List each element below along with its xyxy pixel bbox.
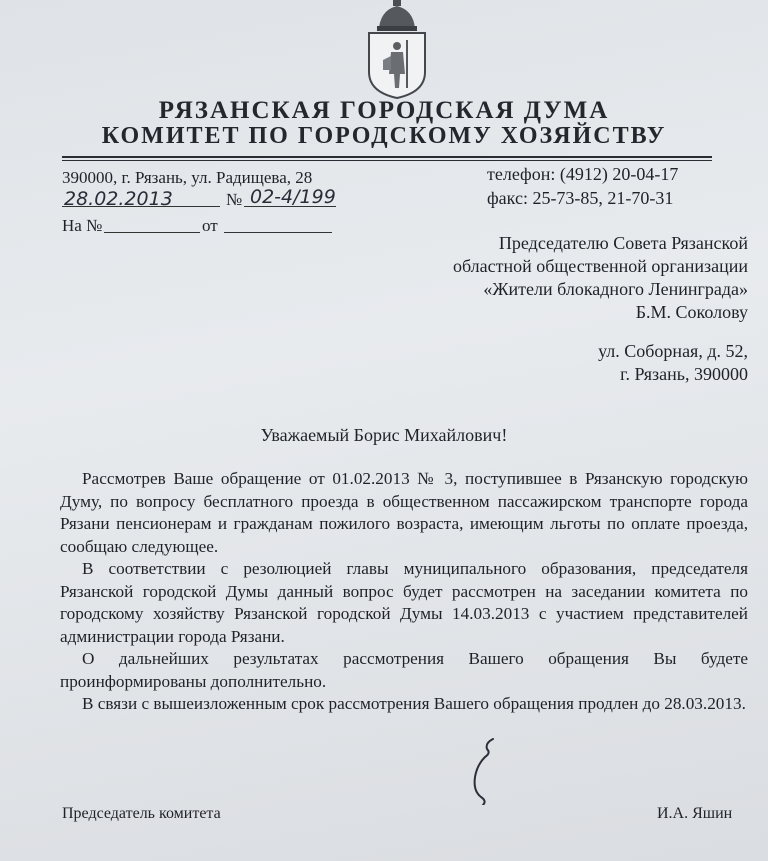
phone: телефон: (4912) 20-04-17 bbox=[487, 164, 679, 184]
signer-name: И.А. Яшин bbox=[657, 805, 733, 822]
recipient-line4: Б.М. Соколову bbox=[635, 302, 748, 322]
letter-number: 02-4/199 bbox=[250, 186, 336, 208]
header-rule-thin bbox=[62, 160, 712, 161]
recipient-line3: «Жители блокадного Ленинграда» bbox=[483, 279, 748, 299]
org-name-line2: КОМИТЕТ ПО ГОРОДСКОМУ ХОЗЯЙСТВУ bbox=[101, 123, 667, 149]
signer-position: Председатель комитета bbox=[62, 805, 221, 822]
recipient-line1: Председателю Совета Рязанской bbox=[498, 233, 748, 253]
letter-body bbox=[60, 468, 748, 716]
number-prefix: № bbox=[226, 190, 243, 209]
number-underline bbox=[244, 192, 336, 207]
date-underline bbox=[62, 192, 220, 207]
ref-no-label: На № bbox=[62, 216, 103, 235]
ref-no-line bbox=[104, 218, 200, 233]
coat-of-arms-icon bbox=[357, 0, 437, 100]
paragraph: Рассмотрев Ваше обращение от 01.02.2013 № 3, поступившее в Рязанскую городскую Думу, по вопросу бесплатного проезда в общественном пассажирском транспорте города Рязани пенсионерам и гражданам пожилого возраста, имеющим льготы по оплате проезда, сообщаю следующее. bbox=[60, 469, 748, 556]
ref-from-line bbox=[224, 218, 332, 233]
recipient-city: г. Рязань, 390000 bbox=[620, 364, 748, 384]
org-name-line1: РЯЗАНСКАЯ ГОРОДСКАЯ ДУМА bbox=[158, 97, 610, 124]
recipient-block bbox=[453, 232, 748, 324]
sender-address: 390000, г. Рязань, ул. Радищева, 28 bbox=[62, 168, 313, 187]
paragraph: В связи с вышеизложенным срок рассмотрения Вашего обращения продлен до 28.03.2013. bbox=[82, 694, 746, 713]
greeting: Уважаемый Борис Михайлович! bbox=[260, 425, 508, 445]
header-rule bbox=[62, 156, 712, 158]
paragraph: О дальнейших результатах рассмотрения Вашего обращения Вы будете проинформированы дополнительно. bbox=[60, 649, 748, 691]
ref-from-label: от bbox=[202, 216, 218, 235]
recipient-line2: областной общественной организации bbox=[452, 256, 748, 276]
signature-icon bbox=[455, 735, 515, 805]
fax: факс: 25-73-85, 21-70-31 bbox=[487, 188, 674, 208]
paragraph: В соответствии с резолюцией главы муниципального образования, председателя Рязанской городской Думы данный вопрос будет рассмотрен на заседании комитета по городскому хозяйству Рязанской городской Думы 14.03.2013 с участием представителей администрации города Рязани. bbox=[60, 559, 748, 646]
recipient-address bbox=[598, 340, 748, 386]
letter-date: 28.02.2013 bbox=[64, 188, 173, 210]
recipient-street: ул. Соборная, д. 52, bbox=[598, 341, 748, 361]
